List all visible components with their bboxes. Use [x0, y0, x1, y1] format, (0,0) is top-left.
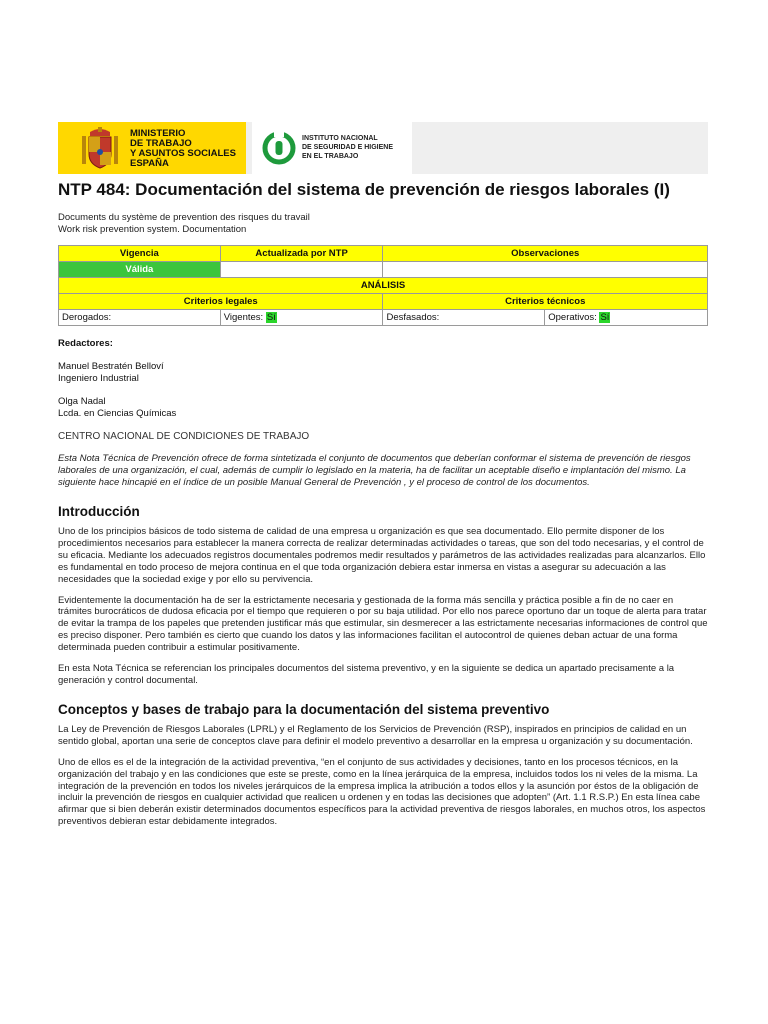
- vigencia-value: Válida: [59, 262, 221, 278]
- redactores-label: Redactores:: [58, 338, 113, 349]
- paragraph: Uno de ellos es el de la integración de la actividad preventiva, “en el conjunto de sus actividades y decisiones, tanto en los procesos técnicos, en la organización del trabajo y en las condiciones que este se preste, como en la línea jerárquica de la empresa, incluidos todos los ni veles de la misma. La integración de la prevención en todos los niveles jerárquicos de la empresa implica la atribución a todos ellos y la asunción por éstos de la obligación de incluir la prevención de riesgos en cualquier actividad que realicen u ordenen y en todas las decisiones que adopten” (Art. 1.1 R.S.P.) En esta línea cabe afirmar que si bien deberán existir determinados documentos específicos para la actividad preventiva de riesgos laborales, en muchos otros, los aspectos preventivos debieran estar debidamente integrados.: [58, 756, 706, 828]
- institute-name: INSTITUTO NACIONAL DE SEGURIDAD E HIGIENE EN EL TRABAJO: [302, 135, 394, 160]
- author-title: Lcda. en Ciencias Químicas: [58, 407, 177, 419]
- vigentes-cell: Vigentes: Sí: [220, 310, 383, 326]
- author-item: [58, 396, 708, 419]
- paragraph: Uno de los principios básicos de todo sistema de calidad de una empresa u organización es que sea documentado. Ello permite disponer de los procedimientos necesarios para establecer la manera correcta de realizar determinadas actividades o tareas, que son del todo necesarias, y el control de su eficacia. Mediante los adecuados registros documentales podremos medir resultados y parámetros de las actividades realizadas para alcanzarlos. Ello es fundamental en todo proceso de mejora continua en el que toda organización debiera estar inmersa en vistas a asegurar su adecuación a las necesidades que la sociedad exige y por ello su pervivencia.: [58, 526, 706, 585]
- author-name: Manuel Bestratén Belloví: [58, 361, 164, 372]
- section-heading-conceptos: Conceptos y bases de trabajo para la documentación del sistema preventivo: [58, 701, 550, 717]
- insht-logo-icon: [262, 131, 296, 165]
- authors-list: [58, 361, 708, 419]
- institute-logo-block: [252, 122, 412, 174]
- status-table: [58, 245, 708, 326]
- desfasados-cell: Desfasados:: [383, 310, 545, 326]
- derogados-cell: Derogados:: [59, 310, 221, 326]
- criterios-legales-header: Criterios legales: [59, 294, 383, 310]
- operativos-cell: Operativos: Sí: [545, 310, 708, 326]
- document-page: [58, 122, 708, 837]
- paragraph: La Ley de Prevención de Riesgos Laborales (LPRL) y el Reglamento de los Servicios de Prevención (RSP), inspirados en principios de calidad en un sentido global, aportan una serie de conceptos clave para definir el modelo preventivo a desarrollar en la empresa u organización y su documentación.: [58, 723, 693, 747]
- status-header-row: [59, 246, 708, 262]
- header-banner: [58, 122, 708, 174]
- vigentes-value: Sí: [266, 312, 276, 323]
- subtitle-english: Work risk prevention system. Documentation: [58, 224, 247, 235]
- vigencia-header: Vigencia: [59, 246, 221, 262]
- page-title: NTP 484: Documentación del sistema de prevención de riesgos laborales (I): [58, 180, 670, 199]
- paragraph: En esta Nota Técnica se referencian los principales documentos del sistema preventivo, y en la siguiente se dedica un apartado precisamente a la generación y control documental.: [58, 663, 675, 686]
- author-name: Olga Nadal: [58, 396, 106, 407]
- actualizada-header: Actualizada por NTP: [220, 246, 383, 262]
- ministry-logo-block: [58, 122, 246, 174]
- analisis-header: ANÁLISIS: [59, 278, 708, 294]
- actualizada-value: [220, 262, 383, 278]
- centro-label: CENTRO NACIONAL DE CONDICIONES DE TRABAJO: [58, 431, 310, 442]
- status-value-row: [59, 262, 708, 278]
- ministry-name: MINISTERIO DE TRABAJO Y ASUNTOS SOCIALES ESPAÑA: [130, 128, 236, 169]
- criterios-row: [59, 294, 708, 310]
- author-title: Ingeniero Industrial: [58, 372, 139, 384]
- subtitles: [58, 212, 708, 236]
- observaciones-value: [383, 262, 708, 278]
- paragraph: Evidentemente la documentación ha de ser la estrictamente necesaria y gestionada de la forma más sencilla y práctica posible a fin de no caer en trámites burocráticos de dudosa eficacia por el tiempo que requieren o por su baja utilidad. Por ello nos parece oportuno dar un toque de alerta para tratar de evitar la trampa de los papeles que pretenden justificar más que estimular, sin desmerecer a las estrictamente necesarias informaciones de control que es preciso disponer. Pero también es cierto que cuando los datos y las informaciones facilitan el autocontrol de quienes deban actuar de una forma determinada pueden contribuir a estimular positivamente.: [58, 594, 708, 654]
- author-item: [58, 361, 708, 384]
- section-heading-introduccion: Introducción: [58, 504, 140, 519]
- criterios-tecnicos-header: Criterios técnicos: [383, 294, 708, 310]
- abstract: Esta Nota Técnica de Prevención ofrece de forma sintetizada el conjunto de documentos que deberían conformar el sistema de prevención de riesgos laborales de una organización, el cual, además de cumplir lo legislado en la materia, ha de facilitar un aceptable diseño e implantación del mismo. La siguiente hace hincapié en el índice de un posible Manual General de Prevención , y el proceso de control de los documentos.: [58, 453, 691, 488]
- criterios-values-row: [59, 310, 708, 326]
- observaciones-header: Observaciones: [383, 246, 708, 262]
- operativos-value: Sí: [600, 312, 610, 323]
- subtitle-french: Documents du système de prevention des risques du travail: [58, 212, 310, 223]
- analisis-row: [59, 278, 708, 294]
- coat-of-arms-icon: [78, 126, 122, 170]
